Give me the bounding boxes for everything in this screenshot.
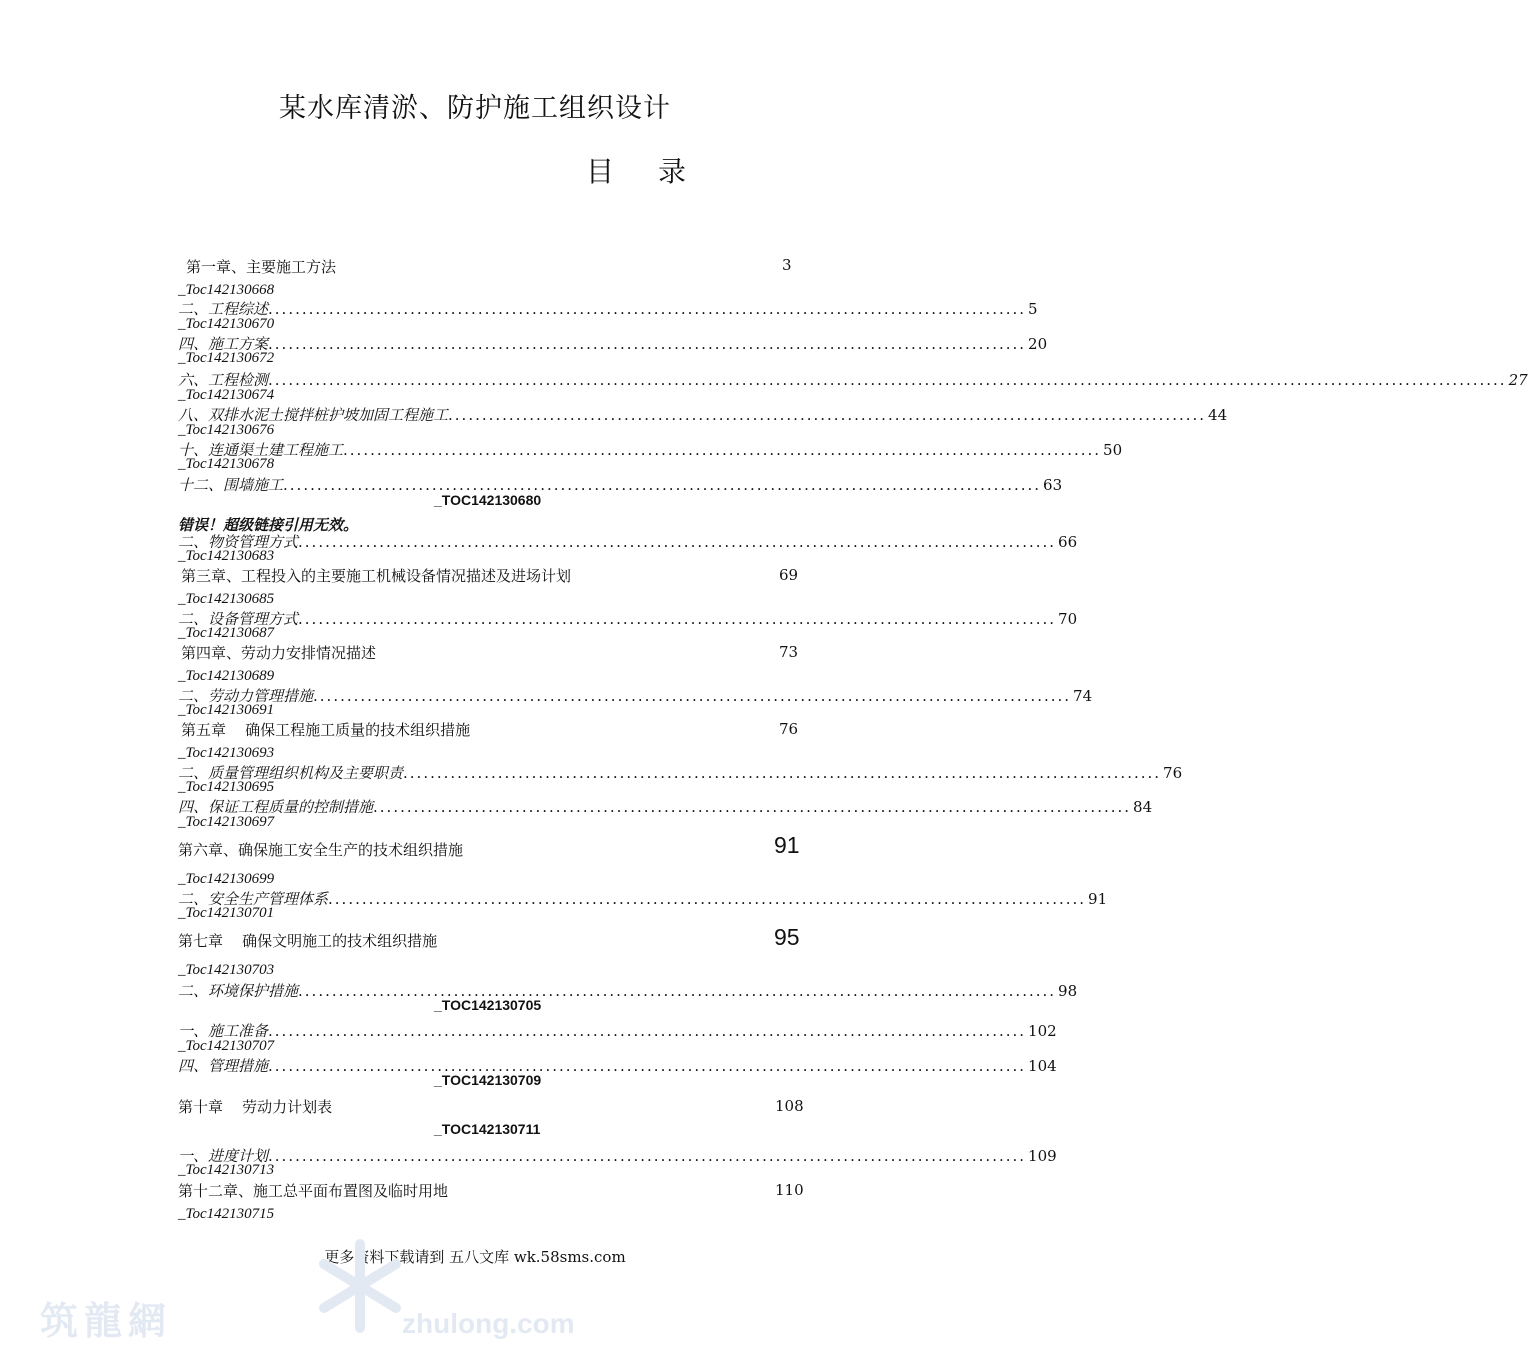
toc-chapter-3-page: 69 bbox=[779, 566, 799, 584]
toc-entry[interactable]: 二、劳动力管理措施 ................................................................................................................ 74 bbox=[178, 687, 1093, 705]
toc-anchor[interactable]: _Toc142130699 bbox=[178, 871, 275, 887]
toc-anchor[interactable]: _Toc142130676 bbox=[178, 422, 275, 438]
toc-anchor[interactable]: _Toc142130670 bbox=[178, 316, 275, 332]
toc-anchor[interactable]: _Toc142130697 bbox=[178, 814, 275, 830]
toc-chapter-3[interactable]: 第三章、工程投入的主要施工机械设备情况描述及进场计划 bbox=[181, 567, 572, 585]
toc-anchor[interactable]: _Toc142130695 bbox=[178, 779, 275, 795]
toc-chapter-12-page: 110 bbox=[775, 1181, 804, 1199]
toc-chapter-7-page: 95 bbox=[774, 924, 800, 950]
toc-entry[interactable]: 二、质量管理组织机构及主要职责 ................................................................................................................ 76 bbox=[178, 764, 1183, 782]
toc-anchor[interactable]: _Toc142130672 bbox=[178, 350, 275, 366]
toc-chapter-6[interactable]: 第六章、确保施工安全生产的技术组织措施 bbox=[178, 841, 464, 859]
toc-entry[interactable]: 十二、围墙施工 ................................................................................................................ 63 bbox=[178, 476, 1063, 494]
toc-entry[interactable]: 八、双排水泥土搅拌桩护坡加固工程施工 ................................................................................................................ 44 bbox=[178, 406, 1228, 424]
toc-anchor[interactable]: _Toc142130678 bbox=[178, 456, 275, 472]
toc-entry[interactable]: 二、设备管理方式 ................................................................................................................ 70 bbox=[178, 610, 1078, 628]
toc-chapter-1[interactable]: 第一章、主要施工方法 bbox=[186, 258, 337, 276]
toc-chapter-4-page: 73 bbox=[779, 643, 799, 661]
toc-entry[interactable]: 四、管理措施 ................................................................................................................ 104 bbox=[178, 1057, 1057, 1075]
toc-entry[interactable]: 四、施工方案 ................................................................................................................ 20 bbox=[178, 335, 1048, 353]
toc-anchor[interactable]: _Toc142130687 bbox=[178, 625, 275, 641]
toc-anchor[interactable]: _Toc142130683 bbox=[178, 548, 275, 564]
toc-anchor[interactable]: _Toc142130715 bbox=[178, 1206, 275, 1222]
toc-chapter-5-page: 76 bbox=[779, 720, 799, 738]
toc-chapter-5[interactable]: 第五章 确保工程施工质量的技术组织措施 bbox=[181, 721, 471, 739]
toc-chapter-10[interactable]: 第十章 劳动力计划表 bbox=[178, 1098, 333, 1116]
toc-anchor[interactable]: _Toc142130703 bbox=[178, 962, 275, 978]
toc-anchor[interactable]: _Toc142130668 bbox=[178, 282, 275, 298]
toc-entry[interactable]: 二、环境保护措施 ................................................................................................................ 98 bbox=[178, 982, 1078, 1000]
toc-anchor-caps[interactable]: _TOC142130709 bbox=[434, 1072, 542, 1088]
toc-anchor[interactable]: _Toc142130689 bbox=[178, 668, 275, 684]
toc-entry[interactable]: 四、保证工程质量的控制措施 ................................................................................................................ 84 bbox=[178, 798, 1153, 816]
toc-anchor[interactable]: _Toc142130693 bbox=[178, 745, 275, 761]
toc-chapter-10-page: 108 bbox=[775, 1097, 804, 1115]
toc-anchor-caps[interactable]: _TOC142130711 bbox=[434, 1121, 541, 1137]
toc-chapter-6-page: 91 bbox=[774, 832, 800, 858]
toc-entry[interactable]: 六、工程检测 ....................................................................................................................................................................................... 27 bbox=[178, 371, 1528, 389]
toc-anchor[interactable]: _Toc142130713 bbox=[178, 1162, 275, 1178]
toc-chapter-1-page: 3 bbox=[782, 256, 792, 274]
toc-anchor[interactable]: _Toc142130707 bbox=[178, 1038, 275, 1054]
toc-anchor[interactable]: _Toc142130691 bbox=[178, 702, 275, 718]
toc-anchor-caps[interactable]: _TOC142130705 bbox=[434, 997, 542, 1013]
toc-entry[interactable]: 一、进度计划 ................................................................................................................ 109 bbox=[178, 1147, 1057, 1165]
toc-anchor[interactable]: _Toc142130701 bbox=[178, 905, 275, 921]
error-message: 错误！超级链接引用无效。 bbox=[178, 516, 359, 534]
toc-entry[interactable]: 二、物资管理方式 ................................................................................................................ 66 bbox=[178, 533, 1078, 551]
toc-entry[interactable]: 一、施工准备 ................................................................................................................ 102 bbox=[178, 1022, 1057, 1040]
toc-chapter-7[interactable]: 第七章 确保文明施工的技术组织措施 bbox=[178, 932, 438, 950]
toc-entry[interactable]: 二、工程综述 ................................................................................................................ 5 bbox=[178, 300, 1038, 318]
watermark-left: 筑龍網 bbox=[40, 1298, 173, 1343]
footer-download-note[interactable]: 更多资料下载请到 五八文库 wk.58sms.com bbox=[324, 1248, 626, 1266]
toc-chapter-4[interactable]: 第四章、劳动力安排情况描述 bbox=[181, 644, 377, 662]
toc-entry[interactable]: 二、安全生产管理体系 ................................................................................................................ 91 bbox=[178, 890, 1108, 908]
toc-anchor[interactable]: _Toc142130685 bbox=[178, 591, 275, 607]
toc-entry[interactable]: 十、连通渠土建工程施工 ................................................................................................................ 50 bbox=[178, 441, 1123, 459]
watermark-right: zhulong.com bbox=[402, 1308, 575, 1339]
document-title: 某水库清淤、防护施工组织设计 bbox=[279, 93, 671, 124]
contents-heading: 目 录 bbox=[586, 155, 687, 188]
toc-chapter-12[interactable]: 第十二章、施工总平面布置图及临时用地 bbox=[178, 1182, 449, 1200]
toc-anchor-caps[interactable]: _TOC142130680 bbox=[434, 492, 542, 508]
toc-anchor[interactable]: _Toc142130674 bbox=[178, 387, 275, 403]
